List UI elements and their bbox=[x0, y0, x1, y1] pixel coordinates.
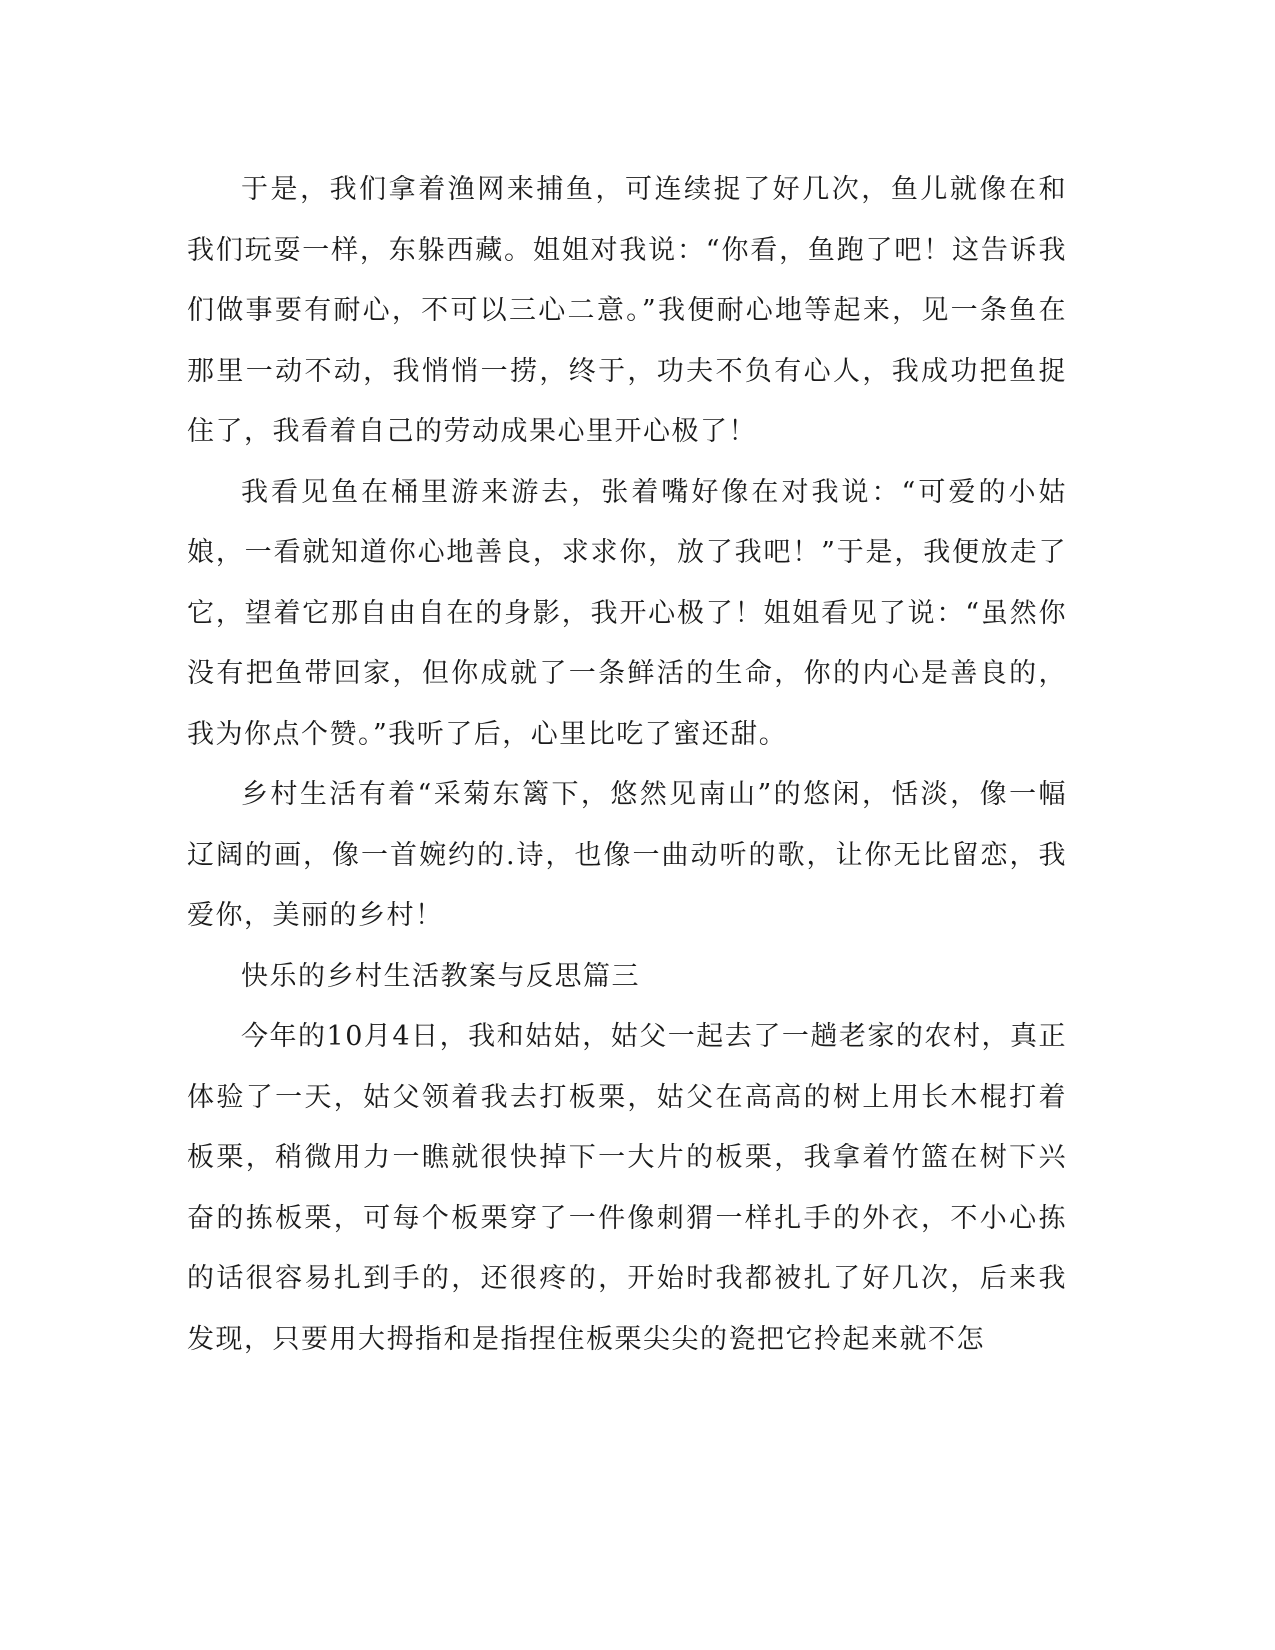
document-body bbox=[187, 160, 1067, 1370]
paragraph-release-fish: 我看见鱼在桶里游来游去，张着嘴好像在对我说：“可爱的小姑娘，一看就知道你心地善良，求求你，放了我吧！”于是，我便放走了它，望着它那自由自在的身影，我开心极了！姐姐看见了说：“虽然你没有把鱼带回家，但你成就了一条鲜活的生命，你的内心是善良的，我为你点个赞。”我听了后，心里比吃了蜜还甜。 bbox=[187, 476, 1067, 750]
paragraph-chestnuts: 今年的10月4日，我和姑姑，姑父一起去了一趟老家的农村，真正体验了一天，姑父领着我去打板栗，姑父在高高的树上用长木棍打着板栗，稍微用力一瞧就很快掉下一大片的板栗，我拿着竹篮在树下兴奋的拣板栗，可每个板栗穿了一件像刺猬一样扎手的外衣，不小心拣的话很容易扎到手的，还很疼的，开始时我都被扎了好几次，后来我发现，只要用大拇指和是指捏住板栗尖尖的瓷把它拎起来就不怎 bbox=[187, 1021, 1067, 1355]
paragraph-village-praise: 乡村生活有着“采菊东篱下，悠然见南山”的悠闲，恬淡，像一幅辽阔的画，像一首婉约的.诗，也像一曲动听的歌，让你无比留恋，我爱你，美丽的乡村！ bbox=[187, 779, 1067, 931]
section-heading: 快乐的乡村生活教案与反思篇三 bbox=[241, 960, 640, 992]
paragraph-fishing: 于是，我们拿着渔网来捕鱼，可连续捉了好几次，鱼儿就像在和我们玩耍一样，东躲西藏。姐姐对我说：“你看，鱼跑了吧！这告诉我们做事要有耐心，不可以三心二意。”我便耐心地等起来，见一条鱼在那里一动不动，我悄悄一捞，终于，功夫不负有心人，我成功把鱼捉住了，我看着自己的劳动成果心里开心极了！ bbox=[187, 174, 1067, 447]
